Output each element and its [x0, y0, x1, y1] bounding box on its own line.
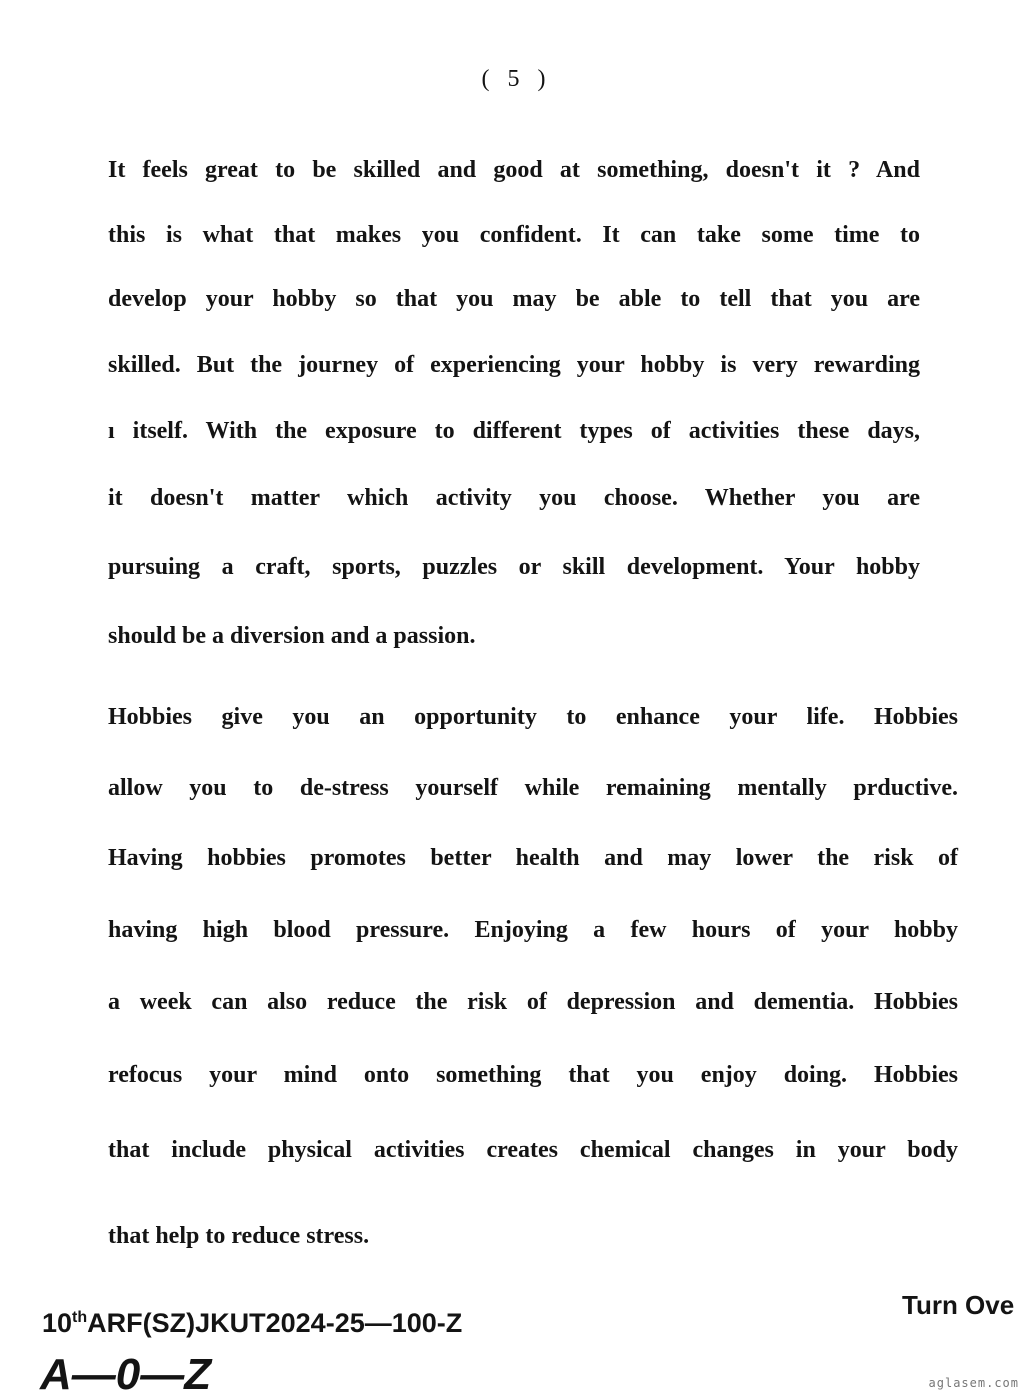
paper-code-superscript: th [72, 1309, 88, 1326]
text-line: Having hobbies promotes better health and may lower the risk of [108, 845, 958, 871]
watermark: aglasem.com [928, 1376, 1019, 1390]
text-line: allow you to de-stress yourself while remaining mentally prductive. [108, 775, 958, 801]
text-line: that include physical activities creates chemical changes in your body [108, 1137, 958, 1163]
text-line: that help to reduce stress. [108, 1223, 370, 1249]
text-line: skilled. But the journey of experiencing your hobby is very rewarding [108, 352, 920, 378]
text-line: this is what that makes you confident. It can take some time to [108, 222, 920, 248]
text-line: a week can also reduce the risk of depression and dementia. Hobbies [108, 989, 958, 1015]
turn-over-label: Turn Ove [902, 1290, 1015, 1320]
text-line: It feels great to be skilled and good at something, doesn't it ? And [108, 157, 920, 183]
page-number: ( 5 ) [481, 66, 552, 92]
paper-code-prefix: 10 [42, 1308, 73, 1338]
text-line: ı itself. With the exposure to different types of activities these days, [108, 418, 920, 444]
paper-code-rest: ARF(SZ)JKUT2024-25—100-Z [87, 1308, 463, 1338]
set-code: A—0—Z [40, 1350, 212, 1399]
text-line: Hobbies give you an opportunity to enhance your life. Hobbies [108, 704, 958, 730]
text-line: refocus your mind onto something that you enjoy doing. Hobbies [108, 1062, 958, 1088]
text-line: should be a diversion and a passion. [108, 623, 476, 649]
text-line: having high blood pressure. Enjoying a few hours of your hobby [108, 917, 958, 943]
paper-code [42, 1308, 462, 1339]
text-line: pursuing a craft, sports, puzzles or skill development. Your hobby [108, 554, 920, 580]
text-line: it doesn't matter which activity you choose. Whether you are [108, 485, 920, 511]
text-line: develop your hobby so that you may be able to tell that you are [108, 286, 920, 312]
